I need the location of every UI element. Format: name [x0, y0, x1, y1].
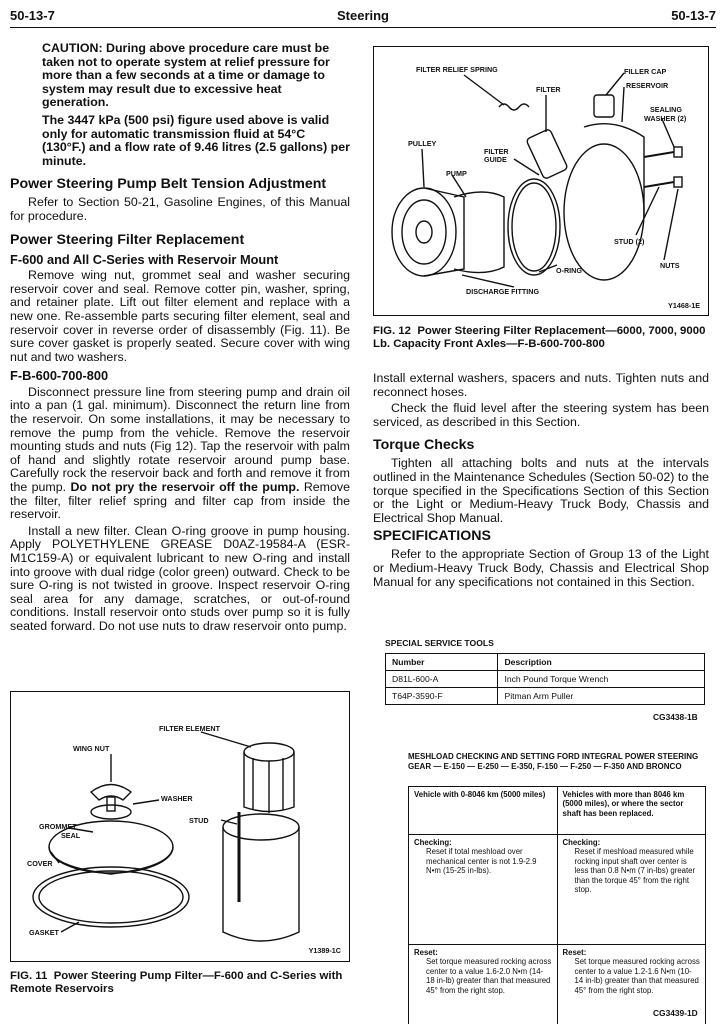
right-column [373, 372, 709, 592]
label-pump: PUMP [446, 169, 467, 178]
checking-used-vehicle: Reset if meshload measured while rocking input shaft over center is less than 0.8 N•m (7 in-lbs) greater than the torque 45° from the right stop. [574, 847, 696, 895]
label-stud: STUD [189, 816, 209, 825]
heading-f600: F-600 and All C-Series with Reservoir Mount [10, 251, 279, 267]
tools-table-code: CG3438-1B [653, 712, 698, 722]
label-cover: COVER [27, 859, 53, 868]
figure-11-code: Y1389-1C [308, 946, 341, 955]
column-header-new-vehicle: Vehicle with 0-8046 km (5000 miles) [409, 787, 558, 835]
reset-label: Reset: [562, 948, 587, 957]
label-filler-cap: FILLER CAP [624, 67, 667, 76]
paragraph-install-washers: Install external washers, spacers and nuts. Tighten nuts and reconnect hoses. [373, 371, 709, 399]
label-pulley: PULLEY [408, 139, 437, 148]
label-o-ring: O-RING [556, 266, 582, 275]
paragraph-torque-checks: Tighten all attaching bolts and nuts at the intervals outlined in the Maintenance Schedules (Section 50-02) to the torque specified in the Specifications Section of this Section or the Light or Medium-Heavy Truck Body, Chassis and Electrical Shop Manual. [373, 456, 709, 525]
column-header-number: Number [386, 654, 498, 671]
label-discharge-fitting: DISCHARGE FITTING [466, 287, 540, 296]
reset-used-vehicle: Set torque measured rocking across center to a value 1.2-1.6 N•m (10-14 in-lb) greater than that measured 45° from the right stop. [574, 957, 700, 995]
figure-11-caption: FIG. 11 Power Steering Pump Filter—F-600 and C-Series with Remote Reservoirs [10, 970, 343, 995]
paragraph-specifications: Refer to the appropriate Section of Group 13 of the Light or Medium-Heavy Truck Body, Chassis and Electrical Shop Manual for any specifications not contained in this Section. [373, 547, 709, 589]
tool-number: T64P-3590-F [386, 688, 498, 705]
table-row [386, 671, 705, 688]
heading-belt-tension: Power Steering Pump Belt Tension Adjustment [10, 176, 327, 193]
label-filter-relief-spring: FILTER RELIEF SPRING [416, 65, 498, 74]
label-washer-2: WASHER (2) [644, 114, 687, 123]
tool-description: Pitman Arm Puller [498, 688, 705, 705]
paragraph-belt-tension: Refer to Section 50-21, Gasoline Engines, of this Manual for procedure. [10, 195, 350, 223]
figure-11-box [10, 691, 350, 962]
label-wing-nut: WING NUT [73, 744, 110, 753]
figure-12-code: Y1468-1E [668, 301, 700, 310]
table-row [386, 688, 705, 705]
heading-fb600: F-B-600-700-800 [10, 368, 109, 384]
column-header-description: Description [498, 654, 705, 671]
label-filter-element: FILTER ELEMENT [159, 724, 220, 733]
heading-torque-checks: Torque Checks [373, 437, 475, 454]
reset-new-vehicle: Set torque measured rocking across center to a value 1.6-2.0 N•m (14-18 in-lb) greater than that measured 45° from the right stop. [426, 957, 552, 995]
label-seal: SEAL [61, 831, 81, 840]
tools-table-title: SPECIAL SERVICE TOOLS [385, 638, 494, 648]
column-header-used-vehicle: Vehicles with more than 8046 km (5000 miles), or where the sector shaft has been replaced. [557, 787, 706, 835]
paragraph-fb600-install: Install a new filter. Clean O-ring groove in pump housing. Apply POLYETHYLENE GREASE D0AZ-19584-A (ESR-M1C159-A) or equivalent lubricant to new O-ring and install into groove with dual ridge (color green) outward. Check to be sure O-ring is not twisted in groove. Inspect reservoir O-ring seal area for any damage, scratches, or out-of-round conditions. Install reservoir onto studs over pump so it is fully seated forward. Do not use nuts to draw reservoir onto pump. [10, 523, 350, 633]
figure-12-box [373, 46, 709, 316]
checking-label: Checking: [414, 838, 452, 847]
caution-paragraph: CAUTION: During above procedure care must be taken not to operate system at relief pressure for more than a few seconds at a time or damage to system may result due to excessive heat generation. [42, 41, 330, 110]
tool-description: Inch Pound Torque Wrench [498, 671, 705, 688]
caution-note: The 3447 kPa (500 psi) figure used above is valid only for automatic transmission fluid at 54°C (130°F.) and a flow rate of 9.46 litres (2.5 gallons) per minute. [42, 112, 350, 168]
label-washer: WASHER [161, 794, 193, 803]
label-filter-guide-2: GUIDE [484, 155, 507, 164]
label-reservoir: RESERVOIR [626, 81, 669, 90]
label-filter-guide-1: FILTER [484, 147, 509, 156]
meshload-table-title: MESHLOAD CHECKING AND SETTING FORD INTEGRAL POWER STEERING GEAR — E-150 — E-250 — E-350, F-150 — F-250 — F-350 AND BRONCO [408, 752, 699, 771]
left-column [10, 42, 350, 637]
figure-12-caption: FIG. 12 Power Steering Filter Replacement—6000, 7000, 9000 Lb. Capacity Front Axles—F-B-600-700-800 [373, 325, 706, 350]
page-number-right: 50-13-7 [671, 8, 716, 23]
label-nuts: NUTS [660, 261, 680, 270]
paragraph-f600: Remove wing nut, grommet seal and washer securing reservoir cover and seal. Remove cotter pin, washer, spring, and retainer plate. Lift out filter element and replace with a new one. Re-assemble parts securing filter element, seal and reservoir cover in reverse order of disassembly (Fig. 11). Be sure cover gasket is properly seated. Secure cover with wing nut and two washers. [10, 268, 350, 364]
heading-specifications: SPECIFICATIONS [373, 528, 491, 545]
checking-new-vehicle: Reset if total meshload over mechanical center is not 1.9-2.9 N•m (15-25 in-lbs). [426, 847, 537, 876]
tool-number: D81L-600-A [386, 671, 498, 688]
table-row-checking [409, 835, 706, 945]
table-header-row [409, 787, 706, 835]
label-filter: FILTER [536, 85, 561, 94]
special-service-tools-table [385, 653, 705, 705]
meshload-table-code: CG3439-1D [653, 1008, 698, 1018]
paragraph-check-fluid: Check the fluid level after the steering system has been serviced, as described in this Section. [373, 401, 709, 429]
page-number-left: 50-13-7 [10, 8, 55, 23]
meshload-table [408, 786, 706, 1024]
heading-filter-replacement: Power Steering Filter Replacement [10, 231, 245, 248]
label-sealing: SEALING [650, 105, 682, 114]
table-header-row [386, 654, 705, 671]
checking-label: Checking: [562, 838, 601, 847]
section-title: Steering [336, 8, 389, 23]
paragraph-fb600-disconnect: Disconnect pressure line from steering pump and drain oil into a pan (1 gal. minimum). Disconnect the return line from the reservoir. On some installations, it may be necessary to remove the pump from the vehicle. Remove the reservoir mounting studs and nuts (Fig 12). Tap the reservoir with palm of hand and slightly rotate reservoir around pump base. Carefully rock the reservoir back and forth and remove it from the pump. Do not pry the reservoir off the pump. Remove the filter, filter relief spring and filter cap from inside the reservoir. [10, 384, 350, 522]
page-header [10, 6, 716, 28]
label-stud-2: STUD (2) [614, 237, 645, 246]
label-gasket: GASKET [29, 928, 59, 937]
warning-no-pry: Do not pry the reservoir off the pump. [70, 480, 300, 495]
label-grommet: GROMMET [39, 822, 77, 831]
reset-label: Reset: [414, 948, 438, 957]
